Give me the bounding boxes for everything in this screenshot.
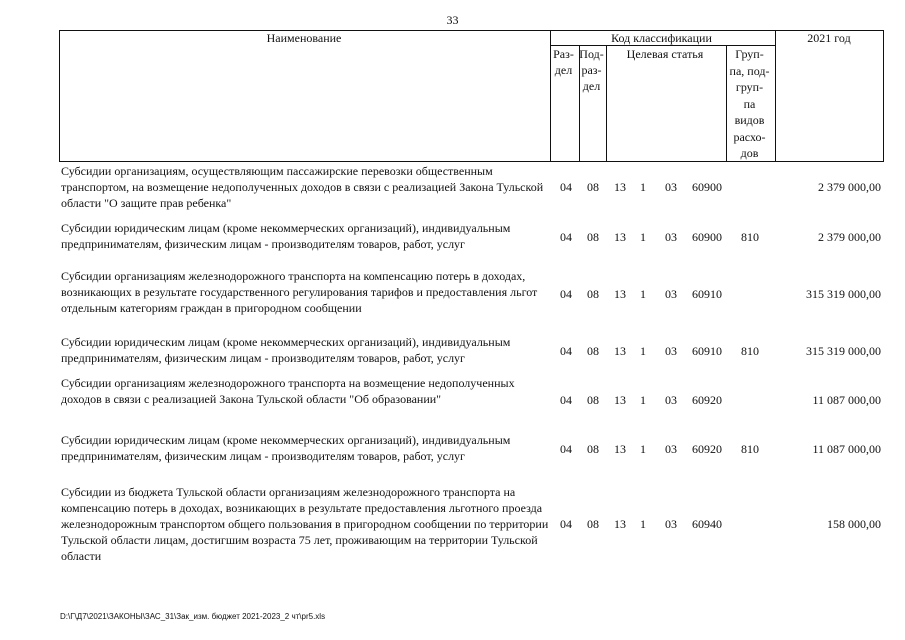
row-target-direction: 60920 (692, 442, 722, 456)
row-target-direction: 60910 (692, 287, 722, 301)
table-row (61, 334, 891, 368)
header-name: Наименование (266, 31, 342, 45)
row-target-activity: 03 (665, 517, 677, 531)
header-group: Груп- па, под- груп- па видов расхо- дов (729, 47, 770, 160)
header-year: 2021 год (807, 31, 851, 45)
row-target-direction: 60940 (692, 517, 722, 531)
row-razdel: 04 (560, 287, 572, 301)
row-target-program: 13 (614, 180, 626, 194)
row-target-direction: 60920 (692, 393, 722, 407)
row-target-subprogram: 1 (640, 287, 646, 301)
row-target-program: 13 (614, 287, 626, 301)
page-number: 33 (446, 13, 459, 27)
row-razdel: 04 (560, 344, 572, 358)
row-razdel: 04 (560, 442, 572, 456)
row-target-subprogram: 1 (640, 230, 646, 244)
row-name: Субсидии из бюджета Тульской области организациям железнодорожного транспорта на компенсацию потерь в доходах, возникающих в результате предоставления льготного проезда железнодорожным транспортом общего пользования в пригородном сообщении по территории Тульской области лицам, достигшим возраста 75 лет, проживающим на территории Тульской области (61, 485, 549, 563)
row-razdel: 04 (560, 393, 572, 407)
row-amount: 315 319 000,00 (806, 344, 881, 358)
header-target: Целевая статья (626, 47, 704, 61)
row-amount: 2 379 000,00 (818, 230, 881, 244)
row-target-activity: 03 (665, 344, 677, 358)
row-podrazdel: 08 (587, 287, 599, 301)
row-amount: 315 319 000,00 (806, 287, 881, 301)
row-name: Субсидии организациям железнодорожного транспорта на компенсацию потерь в доходах, возникающих в результате государственного регулирования тарифов и предоставления льгот отдельным категориям граждан в пригородном сообщении (61, 269, 538, 315)
row-razdel: 04 (560, 180, 572, 194)
row-amount: 158 000,00 (827, 517, 881, 531)
table-row (61, 375, 891, 425)
row-name: Субсидии юридическим лицам (кроме некоммерческих организаций), индивидуальным предпринимателям, физическим лицам - производителям товаров, работ, услуг (61, 335, 511, 365)
header-razdel: Раз- дел (553, 47, 574, 77)
row-target-subprogram: 1 (640, 442, 646, 456)
row-target-program: 13 (614, 517, 626, 531)
row-target-direction: 60900 (692, 180, 722, 194)
header-podrazdel: Под- раз- дел (579, 47, 604, 93)
row-target-activity: 03 (665, 180, 677, 194)
row-name: Субсидии организациям, осуществляющим пассажирские перевозки общественным транспортом, на возмещение недополученных доходов в связи с реализацией Закона Тульской области "О защите прав ребенка" (61, 164, 544, 210)
row-target-activity: 03 (665, 442, 677, 456)
file-path-footer: D:\Г\Д7\2021\ЗАКОНЫ\ЗАС_31\Зак_изм. бюджет 2021-2023_2 чт\pr5.xls (60, 612, 326, 621)
row-podrazdel: 08 (587, 180, 599, 194)
row-target-program: 13 (614, 344, 626, 358)
row-group: 810 (741, 344, 759, 358)
row-target-activity: 03 (665, 287, 677, 301)
row-amount: 11 087 000,00 (812, 442, 881, 456)
row-podrazdel: 08 (587, 517, 599, 531)
row-target-program: 13 (614, 393, 626, 407)
row-target-activity: 03 (665, 393, 677, 407)
row-podrazdel: 08 (587, 393, 599, 407)
row-target-program: 13 (614, 442, 626, 456)
row-name: Субсидии юридическим лицам (кроме некоммерческих организаций), индивидуальным предпринимателям, физическим лицам - производителям товаров, работ, услуг (61, 221, 511, 251)
row-podrazdel: 08 (587, 230, 599, 244)
row-razdel: 04 (560, 517, 572, 531)
table-row (61, 163, 891, 213)
row-podrazdel: 08 (587, 442, 599, 456)
row-target-direction: 60900 (692, 230, 722, 244)
row-group: 810 (741, 230, 759, 244)
row-amount: 2 379 000,00 (818, 180, 881, 194)
table-row (61, 432, 891, 466)
row-target-subprogram: 1 (640, 344, 646, 358)
row-target-direction: 60910 (692, 344, 722, 358)
row-target-subprogram: 1 (640, 393, 646, 407)
header-code-group: Код классификации (611, 31, 712, 45)
row-name: Субсидии организациям железнодорожного транспорта на возмещение недополученных доходов в связи с реализацией Закона Тульской области "Об образовании" (61, 376, 515, 406)
row-target-subprogram: 1 (640, 180, 646, 194)
row-group: 810 (741, 442, 759, 456)
table-row (61, 220, 891, 254)
row-name: Субсидии юридическим лицам (кроме некоммерческих организаций), индивидуальным предпринимателям, физическим лицам - производителям товаров, работ, услуг (61, 433, 511, 463)
table-row (61, 484, 891, 566)
row-target-subprogram: 1 (640, 517, 646, 531)
row-target-activity: 03 (665, 230, 677, 244)
row-target-program: 13 (614, 230, 626, 244)
row-podrazdel: 08 (587, 344, 599, 358)
table-row (61, 268, 891, 334)
row-razdel: 04 (560, 230, 572, 244)
row-amount: 11 087 000,00 (812, 393, 881, 407)
